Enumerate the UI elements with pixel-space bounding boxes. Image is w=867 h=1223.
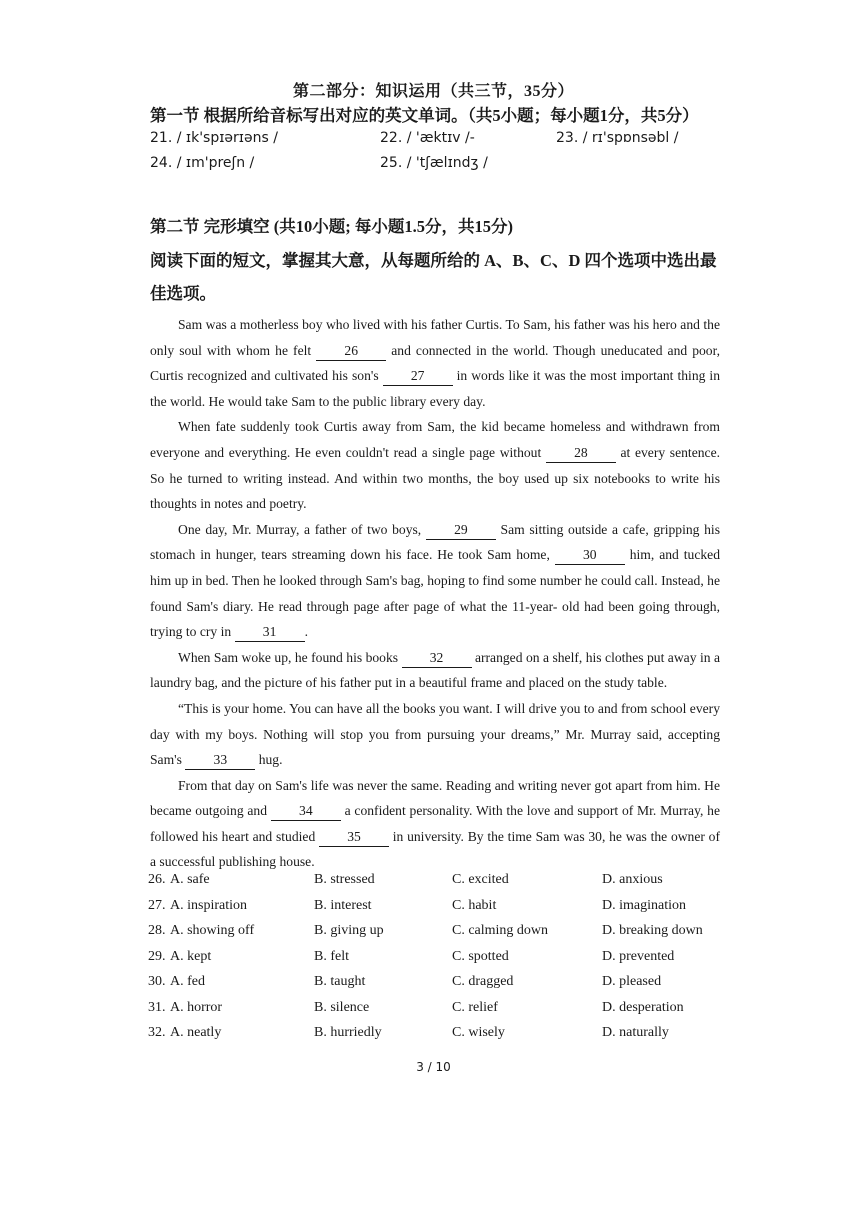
passage-text: arranged on a shelf, his clothes put away in a laundry bag, and the picture of his father put in a beautiful frame and placed on the study table. xyxy=(150,649,720,691)
item-number: 21. xyxy=(150,130,173,146)
question-number: 29. xyxy=(148,948,166,964)
passage-text: hug. xyxy=(255,752,283,768)
option-b: B. interest xyxy=(314,897,372,913)
options-row-29 xyxy=(148,949,728,975)
answer-options xyxy=(148,872,728,1051)
blank-34: 34 xyxy=(271,802,341,821)
section2-title: 第二节 完形填空 (共10小题; 每小题1.5分，共15分) xyxy=(150,217,513,236)
question-number: 26. xyxy=(148,872,166,887)
part-title: 第二部分：知识运用（共三节，35分） xyxy=(292,83,574,100)
option-c: C. dragged xyxy=(452,974,514,989)
section1-title: 第一节 根据所给音标写出对应的英文单词。（共5小题；每小题1分，共5分） xyxy=(150,106,699,125)
option-b: B. stressed xyxy=(314,872,375,887)
item-number: 23. xyxy=(556,130,579,146)
option-a: A. fed xyxy=(170,974,205,989)
page-number: 3 / 10 xyxy=(416,1060,451,1074)
phonetic-text: / 'tʃælɪndʒ / xyxy=(406,155,488,171)
passage-text: “This is your home. You can have all the books you want. I will drive you to and from school every day with my boys. Nothing will stop you from pursuing your dreams,” Mr. Murray said, accepting Sam's xyxy=(150,700,720,768)
phonetic-item-22 xyxy=(380,130,475,146)
option-c: C. excited xyxy=(452,872,509,887)
option-c: C. wisely xyxy=(452,1025,505,1040)
options-row-30 xyxy=(148,974,728,1000)
blank-35: 35 xyxy=(319,828,389,847)
question-number: 28. xyxy=(148,923,166,938)
option-b: B. giving up xyxy=(314,923,384,938)
blank-26: 26 xyxy=(316,342,386,361)
options-row-31 xyxy=(148,1000,728,1026)
option-a: A. kept xyxy=(170,948,212,964)
option-d: D. desperation xyxy=(602,999,684,1015)
passage-text: in university. By the time Sam was 30, he was the owner of a successful publishing house. xyxy=(150,828,720,870)
phonetic-text: / ɪk'spɪərɪəns / xyxy=(176,130,278,146)
blank-29: 29 xyxy=(426,521,496,540)
passage-text: in words like it was the most important thing in the world. He would take Sam to the public library every day. xyxy=(150,368,720,409)
paragraph-2 xyxy=(150,414,720,516)
option-d: D. breaking down xyxy=(602,923,703,938)
passage-text: One day, Mr. Murray, a father of two boys, xyxy=(178,521,426,537)
phonetic-text: / 'æktɪv /- xyxy=(406,130,475,146)
option-c: C. calming down xyxy=(452,923,549,938)
option-d: D. pleased xyxy=(602,974,662,989)
passage-text: Sam sitting outside a cafe, gripping his stomach in hunger, tears streaming down his face. He took Sam home, xyxy=(150,521,720,563)
phonetic-text: / rɪ'spɒnsəbl / xyxy=(582,130,679,146)
options-row-26 xyxy=(148,872,728,898)
options-row-27 xyxy=(148,898,728,924)
option-a: A. horror xyxy=(170,999,223,1015)
paragraph-3 xyxy=(150,517,720,645)
item-number: 22. xyxy=(380,130,403,146)
option-d: D. prevented xyxy=(602,948,675,964)
paragraph-1 xyxy=(150,312,720,414)
option-a: A. inspiration xyxy=(170,897,247,913)
option-c: C. relief xyxy=(452,999,498,1015)
passage-text: him, and tucked him up in bed. Then he looked through Sam's bag, hoping to find some number he could call. Instead, he found Sam's diary. He read through page after page of what the 11-year- old had been going through, trying to cry in xyxy=(150,547,720,640)
option-a: A. showing off xyxy=(170,923,255,938)
blank-31: 31 xyxy=(235,623,305,642)
passage-text: and connected in the world. Though uneducated and poor, Curtis recognized and cultivated his son's xyxy=(150,342,720,384)
blank-28: 28 xyxy=(546,444,616,463)
item-number: 24. xyxy=(150,155,173,171)
option-a: A. safe xyxy=(170,872,210,887)
question-number: 27. xyxy=(148,897,166,913)
phonetic-text: / ɪm'preʃn / xyxy=(176,155,255,171)
paragraph-4 xyxy=(150,645,720,696)
phonetic-item-25 xyxy=(380,155,488,171)
section2-instruction: 阅读下面的短文，掌握其大意，从每题所给的 A、B、C、D 四个选项中选出最佳选项。 xyxy=(150,251,717,303)
option-a: A. neatly xyxy=(170,1025,222,1040)
question-number: 32. xyxy=(148,1025,166,1040)
blank-27: 27 xyxy=(383,367,453,386)
passage-text: Sam was a motherless boy who lived with his father Curtis. To Sam, his father was his hero and the only soul with whom he felt xyxy=(150,317,720,358)
passage-text: a confident personality. With the love and support of Mr. Murray, he followed his heart and studied xyxy=(150,803,720,844)
item-number: 25. xyxy=(380,155,403,171)
blank-33: 33 xyxy=(185,751,255,770)
paragraph-5 xyxy=(150,696,720,773)
phonetic-item-21 xyxy=(150,130,278,146)
passage-text: at every sentence. So he turned to writing instead. And within two months, the boy used up six notebooks to write his thoughts in notes and poetry. xyxy=(150,444,720,512)
blank-32: 32 xyxy=(402,649,472,668)
option-b: B. felt xyxy=(314,948,349,964)
option-d: D. naturally xyxy=(602,1025,669,1040)
passage-text: When fate suddenly took Curtis away from Sam, the kid became homeless and withdrawn from everyone and everything. He even couldn't read a single page without xyxy=(150,419,720,460)
question-number: 31. xyxy=(148,999,166,1015)
paragraph-6 xyxy=(150,773,720,875)
blank-30: 30 xyxy=(555,546,625,565)
options-row-32 xyxy=(148,1025,728,1051)
passage-text: . xyxy=(304,624,308,640)
passage-text: From that day on Sam's life was never the same. Reading and writing never got apart from him. He became outgoing and xyxy=(150,777,720,819)
options-row-28 xyxy=(148,923,728,949)
option-d: D. anxious xyxy=(602,872,663,887)
phonetic-item-23 xyxy=(556,130,678,146)
passage-text: When Sam woke up, he found his books xyxy=(178,649,402,665)
cloze-passage xyxy=(150,312,720,875)
option-c: C. habit xyxy=(452,897,497,913)
option-b: B. taught xyxy=(314,974,366,989)
option-c: C. spotted xyxy=(452,948,509,964)
question-number: 30. xyxy=(148,974,166,989)
option-d: D. imagination xyxy=(602,897,686,913)
phonetic-item-24 xyxy=(150,155,254,171)
option-b: B. hurriedly xyxy=(314,1025,382,1040)
option-b: B. silence xyxy=(314,999,370,1015)
